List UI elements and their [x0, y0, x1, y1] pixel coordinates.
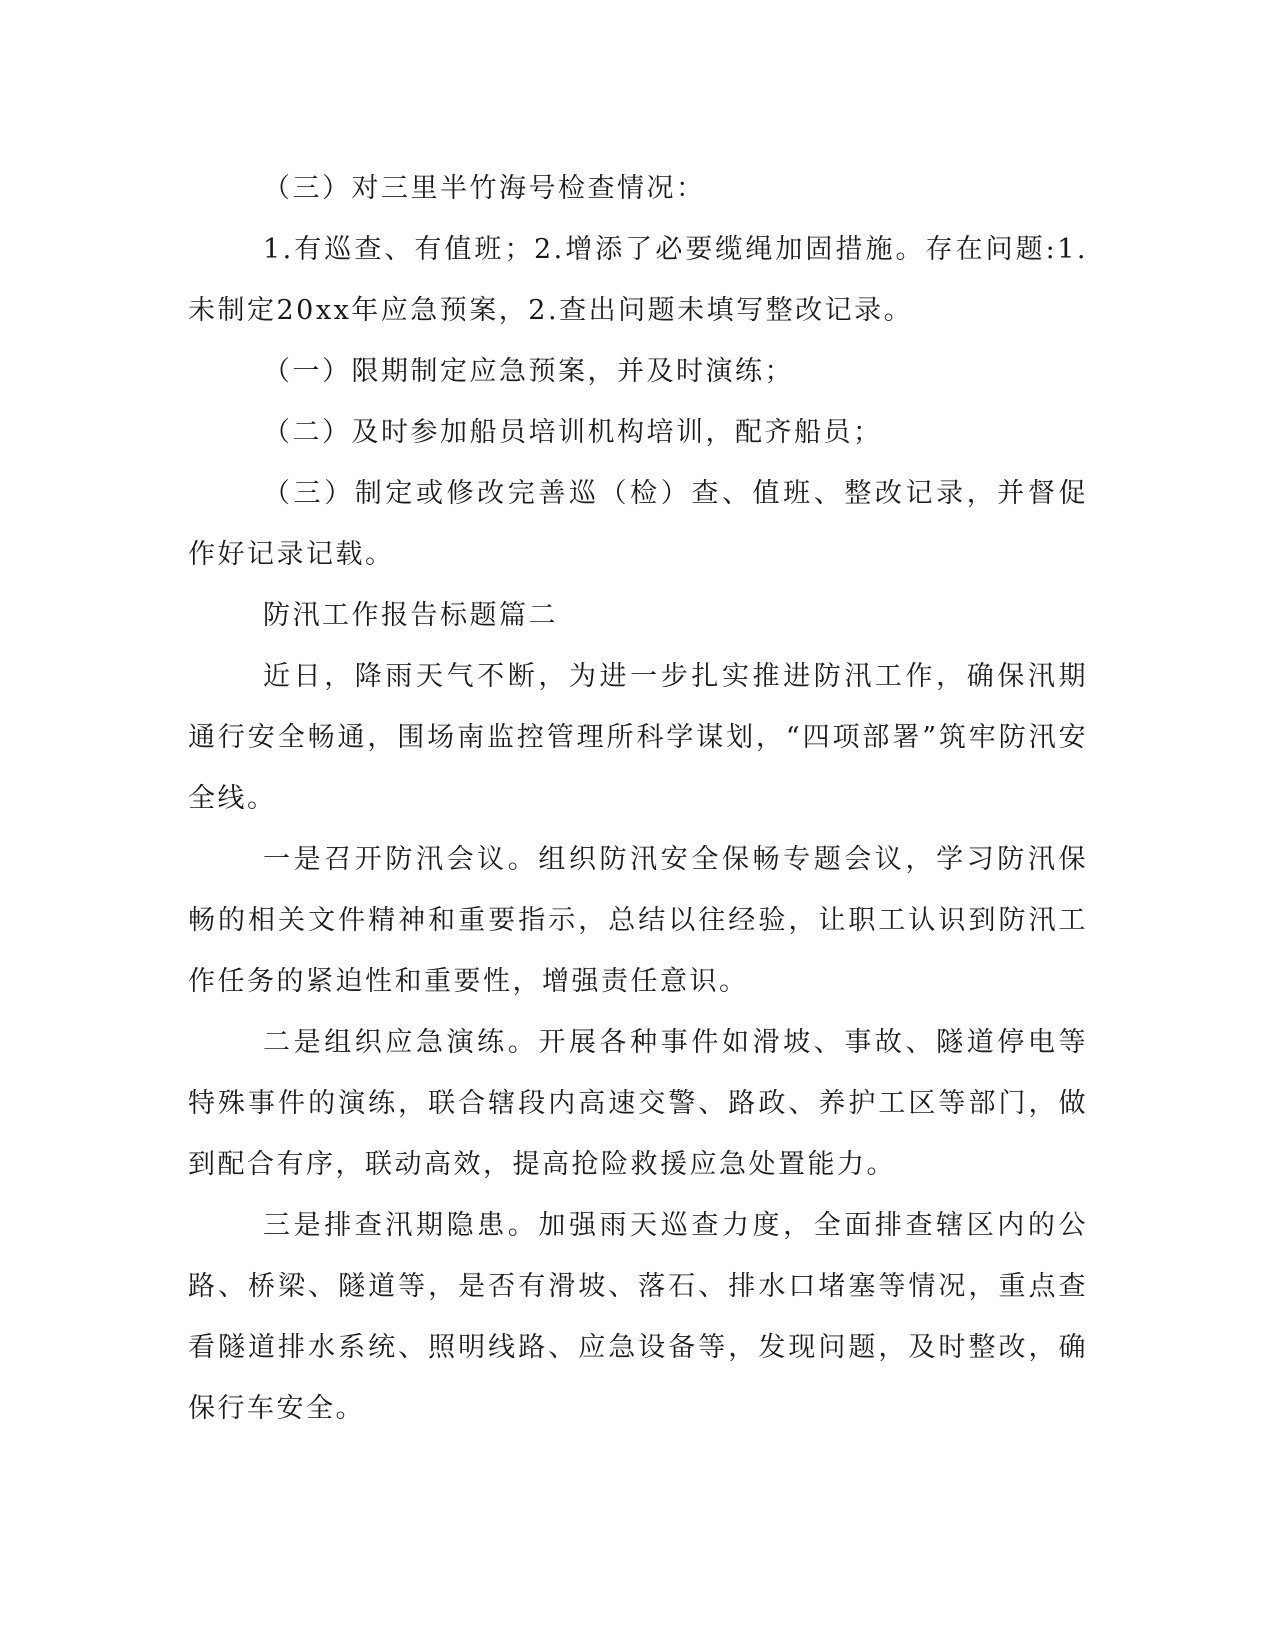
document-body — [188, 158, 1088, 1439]
paragraph-point-1: 一是召开防汛会议。组织防汛安全保畅专题会议，学习防汛保畅的相关文件精神和重要指示，总结以往经验，让职工认识到防汛工作任务的紧迫性和重要性，增强责任意识。 — [188, 844, 1088, 997]
paragraph-inspection-heading: （三）对三里半竹海号检查情况： — [263, 173, 706, 204]
section-title: 防汛工作报告标题篇二 — [263, 600, 558, 631]
paragraph-intro: 近日，降雨天气不断，为进一步扎实推进防汛工作，确保汛期通行安全畅通，围场南监控管理所科学谋划，“四项部署”筑牢防汛安全线。 — [188, 661, 1088, 814]
paragraph-measure-1: （一）限期制定应急预案，并及时演练； — [263, 356, 794, 387]
paragraph-inspection-findings: 1.有巡查、有值班；2.增添了必要缆绳加固措施。存在问题:1.未制定20xx年应急预案，2.查出问题未填写整改记录。 — [188, 234, 1088, 326]
paragraph-measure-2: （二）及时参加船员培训机构培训，配齐船员； — [263, 417, 883, 448]
paragraph-point-2: 二是组织应急演练。开展各种事件如滑坡、事故、隧道停电等特殊事件的演练，联合辖段内高速交警、路政、养护工区等部门，做到配合有序，联动高效，提高抢险救援应急处置能力。 — [188, 1027, 1088, 1180]
paragraph-point-3: 三是排查汛期隐患。加强雨天巡查力度，全面排查辖区内的公路、桥梁、隧道等，是否有滑坡、落石、排水口堵塞等情况，重点查看隧道排水系统、照明线路、应急设备等，发现问题，及时整改，确保行车安全。 — [188, 1210, 1088, 1424]
paragraph-measure-3: （三）制定或修改完善巡（检）查、值班、整改记录，并督促作好记录记载。 — [188, 478, 1088, 570]
